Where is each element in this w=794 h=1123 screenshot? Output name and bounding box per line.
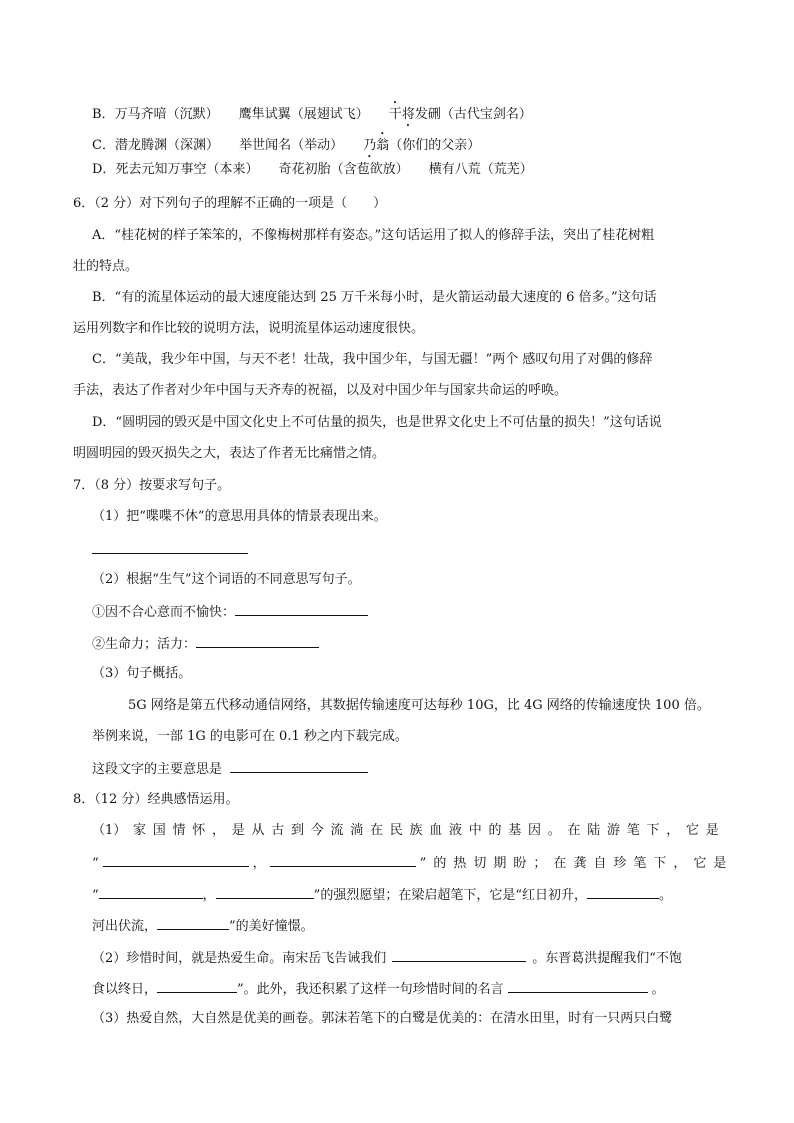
text-char: 的 — [488, 823, 502, 838]
prompt-text: 食以终日， — [92, 982, 158, 997]
answer-blank[interactable] — [103, 853, 249, 867]
question-6-stem: 6．（2 分）对下列句子的理解不正确的一项是（ ） — [73, 196, 387, 211]
answer-blank[interactable] — [216, 885, 314, 899]
idiom-gloss: （展翅试飞） — [290, 107, 369, 122]
prompt-text: ”的美好憧憬。 — [229, 919, 314, 934]
option-5d — [92, 161, 533, 179]
question-8-part1-line3 — [92, 885, 672, 905]
comma: ， — [202, 888, 216, 903]
answer-blank[interactable] — [587, 885, 659, 899]
idiom-text: 横有八荒（荒芜） — [428, 162, 533, 177]
answer-blank[interactable] — [230, 759, 368, 773]
text-char: 它 — [686, 823, 700, 838]
question-7-part2b — [92, 634, 319, 654]
text-char: 流 — [330, 823, 344, 838]
text-char: ， — [212, 823, 226, 838]
text-char: 国 — [152, 823, 166, 838]
text-char: 液 — [449, 823, 463, 838]
prompt-text: ”。此外，我还积累了这样一句珍惜时间的名言 — [237, 982, 504, 997]
idiom-text: （你们的父亲） — [389, 138, 481, 153]
answer-blank[interactable] — [92, 540, 248, 560]
question-8-part3-line1: （3）热爱自然，大自然是优美的画卷。郭沫若笔下的白鹭是优美的：在清水田里，时有一只两只白鹭 — [92, 1011, 673, 1026]
text-char: 是 — [705, 823, 719, 838]
text-char: 下 — [646, 823, 660, 838]
question-7-part2: （2）根据“生气”这个词语的不同意思写句子。 — [92, 572, 361, 587]
option-5b — [92, 99, 532, 130]
text-char: 族 — [409, 823, 423, 838]
prompt-text: 河出伏流， — [92, 919, 158, 934]
question-8-part1-line4 — [92, 916, 314, 936]
prompt-text: 这段文字的主要意思是 — [92, 762, 223, 777]
text-char: 淌 — [350, 823, 364, 838]
text-char: 陆 — [587, 823, 601, 838]
idiom-text: 举世闻名（举动） — [239, 138, 344, 153]
text-char: 今 — [310, 823, 324, 838]
answer-blank[interactable] — [235, 602, 368, 616]
prompt-text: ①因不合心意而不愉快： — [92, 605, 236, 620]
question-8-part1-line1 — [92, 822, 719, 840]
option-5c — [92, 130, 480, 161]
idiom-text: 鹰隼试翼 — [238, 107, 291, 122]
option-6d-line1: D．“圆明园的毁灭是中国文化史上不可估量的损失，也是世界文化史上不可估量的损失！”这句话说 — [92, 415, 662, 430]
text-char: 。 — [547, 823, 561, 838]
open-quote: “ — [92, 888, 99, 903]
prompt-text: ②生命力；活力： — [92, 637, 197, 652]
idiom-text: 万马齐喑（沉默） — [114, 107, 219, 122]
comma: ， — [252, 856, 266, 871]
text-char: 从 — [251, 823, 265, 838]
answer-blank[interactable] — [99, 885, 203, 899]
answer-blank[interactable] — [508, 979, 648, 993]
period: 。 — [651, 982, 665, 997]
period: 。 — [658, 888, 672, 903]
question-8-part1-line2 — [92, 853, 733, 873]
question-8-part2-line2 — [92, 979, 665, 999]
text-char: 情 — [172, 823, 186, 838]
option-label: D． — [92, 162, 116, 177]
answer-blank[interactable] — [196, 634, 319, 648]
idiom-gloss: （本来） — [206, 162, 259, 177]
option-6c-line1: C．“美哉，我少年中国，与天不老！壮哉，我中国少年，与国无疆！”两个 感叹句用了对偶的修辞 — [92, 352, 653, 367]
question-7-part3-prompt — [92, 759, 368, 779]
open-quote: “ — [92, 856, 99, 871]
text-char: 基 — [508, 823, 522, 838]
prompt-text: ”的热切期盼；在龚自珍笔下，它是 — [419, 856, 734, 871]
option-6b-line1: B．“有的流星体运动的最大速度能达到 25 万千米每小时，是火箭运动最大速度的 6 倍多。”这句话 — [92, 290, 657, 305]
prompt-text: （2）珍惜时间，就是热爱生命。南宋岳飞告诫我们 — [92, 951, 387, 966]
answer-blank[interactable] — [270, 853, 416, 867]
text-char: 血 — [429, 823, 443, 838]
text-char: 笔 — [626, 823, 640, 838]
answer-blank[interactable] — [157, 916, 229, 930]
prompt-text: ”的强烈愿望；在梁启超笔下，它是“红日初升， — [313, 888, 587, 903]
text-char: 因 — [528, 823, 542, 838]
text-char: 古 — [271, 823, 285, 838]
option-6d-line2: 明圆明园的毁灭损失之大，表达了作者无比痛惜之情。 — [73, 446, 386, 461]
dotted-char: 乃 — [363, 138, 377, 153]
question-8-stem: 8．（12 分）经典感悟运用。 — [73, 792, 239, 807]
option-6b-line2: 运用列数字和作比较的说明方法，说明流星体运动速度很快。 — [73, 321, 425, 336]
option-6c-line2: 手法，表达了作者对少年中国与天齐寿的祝福，以及对中国少年与国家共命运的呼唤。 — [73, 383, 568, 398]
answer-blank[interactable] — [392, 948, 526, 962]
text-char: 中 — [468, 823, 482, 838]
answer-blank[interactable] — [157, 979, 237, 993]
text-char: ， — [666, 823, 680, 838]
option-6a-line1: A．“桂花树的样子笨笨的，不像梅树那样有姿态。”这句话运用了拟人的修辞手法，突出了桂花树粗 — [92, 228, 655, 243]
dotted-char: 翁 — [376, 138, 390, 153]
idiom-text: 潜龙腾渊（深渊） — [114, 138, 219, 153]
passage-line1: 5G 网络是第五代移动通信网络，其数据传输速度可达每秒 10G，比 4G 网络的传输速度快 100 倍。 — [128, 698, 710, 713]
option-label: C． — [92, 138, 115, 153]
idiom-text: 奇花初胎（含苞欲放） — [278, 162, 409, 177]
question-7-part3: （3）句子概括。 — [92, 666, 192, 681]
text-char: 是 — [231, 823, 245, 838]
dotted-char: 干 — [388, 107, 402, 122]
text-char: 游 — [607, 823, 621, 838]
idiom-text: 死去元知万事空 — [115, 162, 207, 177]
text-char: 在 — [567, 823, 581, 838]
text-char: 民 — [389, 823, 403, 838]
text-char: 在 — [370, 823, 384, 838]
text-char: （1） — [92, 823, 127, 838]
option-label: B． — [92, 107, 115, 122]
passage-line2: 举例来说，一部 1G 的电影可在 0.1 秒之内下载完成。 — [92, 729, 408, 744]
question-7-part2a — [92, 602, 368, 622]
text-char: 到 — [291, 823, 305, 838]
dotted-char: 将 — [401, 107, 415, 122]
question-7-stem: 7．（8 分）按要求写句子。 — [73, 478, 231, 493]
question-7-part1: （1）把“喋喋不休”的意思用具体的情景表现出来。 — [92, 509, 387, 524]
idiom-text: 发硎（古代宝剑名） — [414, 107, 532, 122]
option-6a-line2: 壮的特点。 — [73, 259, 139, 274]
text-char: 家 — [133, 823, 147, 838]
prompt-text: 。东晋葛洪提醒我们“不饱 — [532, 951, 682, 966]
text-char: 怀 — [192, 823, 206, 838]
question-8-part2-line1 — [92, 948, 682, 968]
